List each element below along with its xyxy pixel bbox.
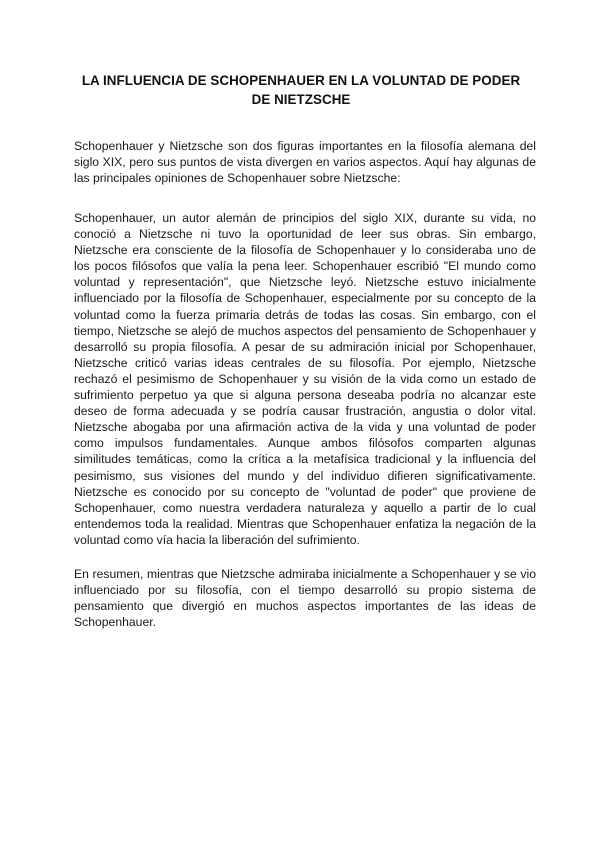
body-paragraph: Schopenhauer, un autor alemán de principios del siglo XIX, durante su vida, no conoció a Nietzsche ni tuvo la oportunidad de leer sus obras. Sin embargo, Nietzsche era consciente de la filosofía de Schopenhauer y lo consideraba uno de los pocos filósofos que valía la pena leer. Schopenhauer escribió "El mundo como voluntad y representación", que Nietzsche leyó. Nietzsche estuvo inicialmente influenciado por la filosofía de Schopenhauer, especialmente por su concepto de la voluntad como la fuerza primaria detrás de todas las cosas. Sin embargo, con el tiempo, Nietzsche se alejó de muchos aspectos del pensamiento de Schopenhauer y desarrolló su propia filosofía. A pesar de su admiración inicial por Schopenhauer, Nietzsche criticó varias ideas centrales de su filosofía. Por ejemplo, Nietzsche rechazó el pesimismo de Schopenhauer y su visión de la vida como un estado de sufrimiento perpetuo ya que si alguna persona deseaba podría no alcanzar este deseo de forma adecuada y se podría causar frustración, angustia o dolor vital. Nietzsche abogaba por una afirmación activa de la vida y una voluntad de poder como impulsos fundamentales. Aunque ambos filósofos comparten algunas similitudes temáticas, como la crítica a la metafísica tradicional y la influencia del pesimismo, sus visiones del mundo y del individuo difieren significativamente. Nietzsche es conocido por su concepto de "voluntad de poder" que proviene de Schopenhauer, como nuestra verdadera naturaleza y aquello a partir de lo cual entendemos toda la realidad. Mientras que Schopenhauer enfatiza la negación de la voluntad como vía hacia la liberación del sufrimiento. — [74, 211, 536, 547]
conclusion-paragraph: En resumen, mientras que Nietzsche admiraba inicialmente a Schopenhauer y se vio influenciado por su filosofía, con el tiempo desarrolló su propio sistema de pensamiento que divergió en muchos aspectos importantes de las ideas de Schopenhauer. — [74, 567, 536, 630]
intro-paragraph: Schopenhauer y Nietzsche son dos figuras importantes en la filosofía alemana del siglo XIX, pero sus puntos de vista divergen en varios aspectos. Aquí hay algunas de las principales opiniones de Schopenhauer sobre Nietzsche: — [74, 139, 536, 186]
document-title: LA INFLUENCIA DE SCHOPENHAUER EN LA VOLUNTAD DE PODER DE NIETZSCHE — [81, 73, 521, 107]
